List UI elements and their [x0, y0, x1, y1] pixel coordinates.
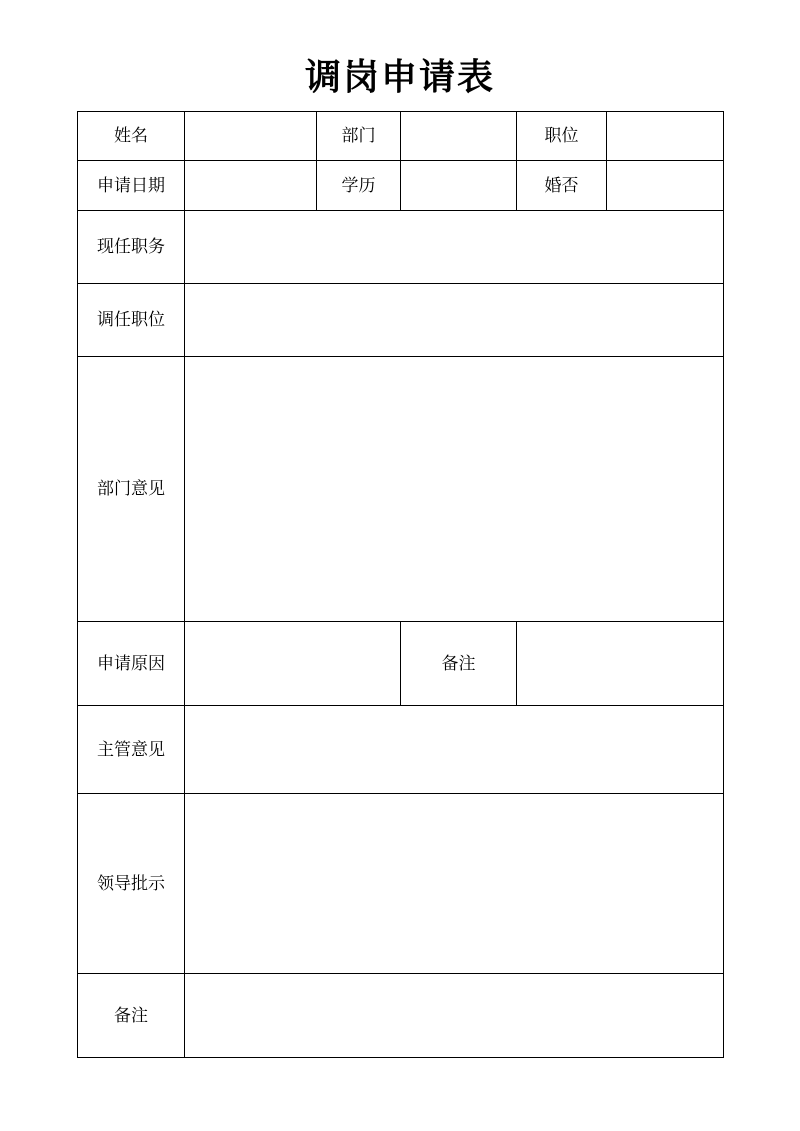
apply-date-label: 申请日期 [78, 161, 185, 211]
apply-reason-field[interactable] [185, 622, 401, 706]
position-label: 职位 [517, 112, 607, 161]
position-field[interactable] [607, 112, 724, 161]
education-label: 学历 [317, 161, 401, 211]
table-row [78, 706, 724, 794]
name-label: 姓名 [78, 112, 185, 161]
table-row [78, 794, 724, 974]
table-row [78, 161, 724, 211]
current-duty-field[interactable] [185, 211, 724, 284]
table-row [78, 622, 724, 706]
supervisor-opinion-label: 主管意见 [78, 706, 185, 794]
department-field[interactable] [401, 112, 517, 161]
transfer-position-label: 调任职位 [78, 284, 185, 357]
transfer-application-table [77, 111, 724, 1058]
department-opinion-field[interactable] [185, 357, 724, 622]
transfer-position-field[interactable] [185, 284, 724, 357]
remark-field[interactable] [185, 974, 724, 1058]
apply-reason-label: 申请原因 [78, 622, 185, 706]
table-row [78, 974, 724, 1058]
page-title: 调岗申请表 [304, 57, 495, 98]
table-row [78, 357, 724, 622]
education-field[interactable] [401, 161, 517, 211]
reason-remark-label: 备注 [401, 622, 517, 706]
leader-approval-field[interactable] [185, 794, 724, 974]
name-field[interactable] [185, 112, 317, 161]
reason-remark-field[interactable] [517, 622, 724, 706]
department-opinion-label: 部门意见 [78, 357, 185, 622]
current-duty-label: 现任职务 [78, 211, 185, 284]
table-row [78, 112, 724, 161]
table-row [78, 211, 724, 284]
table-row [78, 284, 724, 357]
department-label: 部门 [317, 112, 401, 161]
marital-status-label: 婚否 [517, 161, 607, 211]
apply-date-field[interactable] [185, 161, 317, 211]
supervisor-opinion-field[interactable] [185, 706, 724, 794]
leader-approval-label: 领导批示 [78, 794, 185, 974]
remark-label: 备注 [78, 974, 185, 1058]
marital-status-field[interactable] [607, 161, 724, 211]
